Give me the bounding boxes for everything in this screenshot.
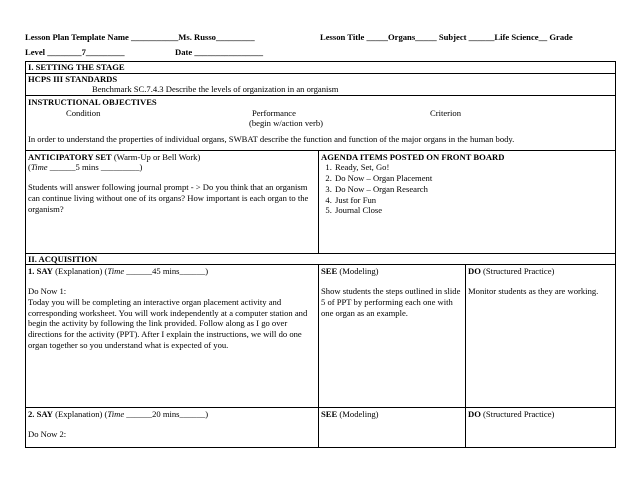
anticipatory-set-cell bbox=[26, 150, 319, 253]
objectives-cell bbox=[26, 96, 616, 150]
template-name-line: Lesson Plan Template Name ___________Ms. Russo_________ bbox=[25, 32, 255, 42]
anticipatory-time-open: ( bbox=[28, 162, 31, 173]
say1-body: Today you will be completing an interactive organ placement activity and corresponding worksheet. You will work independently at a computer station and begin the activity by following the link provided. Follow along as I go over directions for the activity (PPT). After I explain the instructions, we will do one organ together so you understand what is expected of you. bbox=[28, 296, 308, 350]
say1-time-label: Time bbox=[107, 266, 125, 277]
anticipatory-title: ANTICIPATORY SET bbox=[28, 151, 112, 162]
do2-suffix: (Structured Practice) bbox=[480, 409, 555, 420]
agenda-item: 2. Do Now – Organ Placement bbox=[334, 173, 613, 184]
see1-suffix: (Modeling) bbox=[337, 266, 379, 277]
say1-do-now: Do Now 1: bbox=[28, 286, 67, 297]
criterion-label: Criterion bbox=[430, 107, 462, 118]
see2-cell bbox=[319, 408, 466, 448]
agenda-list bbox=[321, 162, 613, 216]
anticipatory-title-suffix: (Warm-Up or Bell Work) bbox=[111, 151, 201, 162]
do1-suffix: (Structured Practice) bbox=[480, 266, 555, 277]
do1-title: DO bbox=[468, 266, 481, 277]
say2-cell bbox=[26, 408, 319, 448]
setting-stage-heading bbox=[26, 62, 616, 74]
say2-time-value: ______20 mins______) bbox=[124, 409, 209, 420]
standards-title: HCPS III STANDARDS bbox=[28, 73, 118, 84]
agenda-cell bbox=[319, 150, 616, 253]
performance-note: (begin w/action verb) bbox=[249, 117, 323, 128]
lesson-title-line: Lesson Title _____Organs_____ Subject ______Life Science__ Grade bbox=[320, 32, 573, 42]
agenda-title: AGENDA ITEMS POSTED ON FRONT BOARD bbox=[321, 151, 505, 162]
standards-cell bbox=[26, 73, 616, 95]
agenda-item: 4. Just for Fun bbox=[334, 195, 613, 206]
anticipatory-body: Students will answer following journal prompt - > Do you think that an organism can continue living without one of its organs? How important is each organ to the organism? bbox=[28, 182, 309, 214]
see2-title: SEE bbox=[321, 409, 338, 420]
see1-body: Show students the steps outlined in slide 5 of PPT by performing each one with one organ as an example. bbox=[321, 286, 461, 318]
performance-label: Performance bbox=[252, 107, 296, 118]
benchmark-text: Benchmark SC.7.4.3 Describe the levels of organization in an organism bbox=[92, 84, 339, 95]
condition-label: Condition bbox=[66, 107, 101, 118]
do1-cell bbox=[466, 265, 616, 408]
objectives-title: INSTRUCTIONAL OBJECTIVES bbox=[28, 97, 157, 108]
do1-body: Monitor students as they are working. bbox=[468, 286, 599, 297]
anticipatory-time-value: ______5 mins _________) bbox=[47, 162, 143, 173]
say1-time-value: ______45 mins______) bbox=[124, 266, 209, 277]
agenda-item: 5. Journal Close bbox=[334, 205, 613, 216]
agenda-item: 1. Ready, Set, Go! bbox=[334, 162, 613, 173]
see2-suffix: (Modeling) bbox=[337, 409, 379, 420]
date-line: Date ________________ bbox=[175, 47, 264, 57]
see1-cell bbox=[319, 265, 466, 408]
say1-title: 1. SAY bbox=[28, 266, 53, 277]
say2-time-label: Time bbox=[107, 409, 125, 420]
say1-suffix: (Explanation) ( bbox=[53, 266, 108, 277]
acquisition-heading bbox=[26, 253, 616, 265]
do2-cell bbox=[466, 408, 616, 448]
lesson-plan-table bbox=[25, 61, 616, 448]
say2-title: 2. SAY bbox=[28, 409, 53, 420]
say1-cell bbox=[26, 265, 319, 408]
anticipatory-time-label: Time bbox=[30, 162, 48, 173]
say2-do-now: Do Now 2: bbox=[28, 429, 67, 440]
setting-stage-title: I. SETTING THE STAGE bbox=[28, 62, 125, 72]
objective-statement: In order to understand the properties of individual organs, SWBAT describe the function and function of the major organs in the human body. bbox=[28, 133, 515, 144]
say2-suffix: (Explanation) ( bbox=[53, 409, 108, 420]
agenda-item: 3. Do Now – Organ Research bbox=[334, 184, 613, 195]
see1-title: SEE bbox=[321, 266, 338, 277]
level-line: Level ________7_________ bbox=[25, 47, 125, 57]
acquisition-title: II. ACQUISITION bbox=[28, 253, 98, 264]
do2-title: DO bbox=[468, 409, 481, 420]
